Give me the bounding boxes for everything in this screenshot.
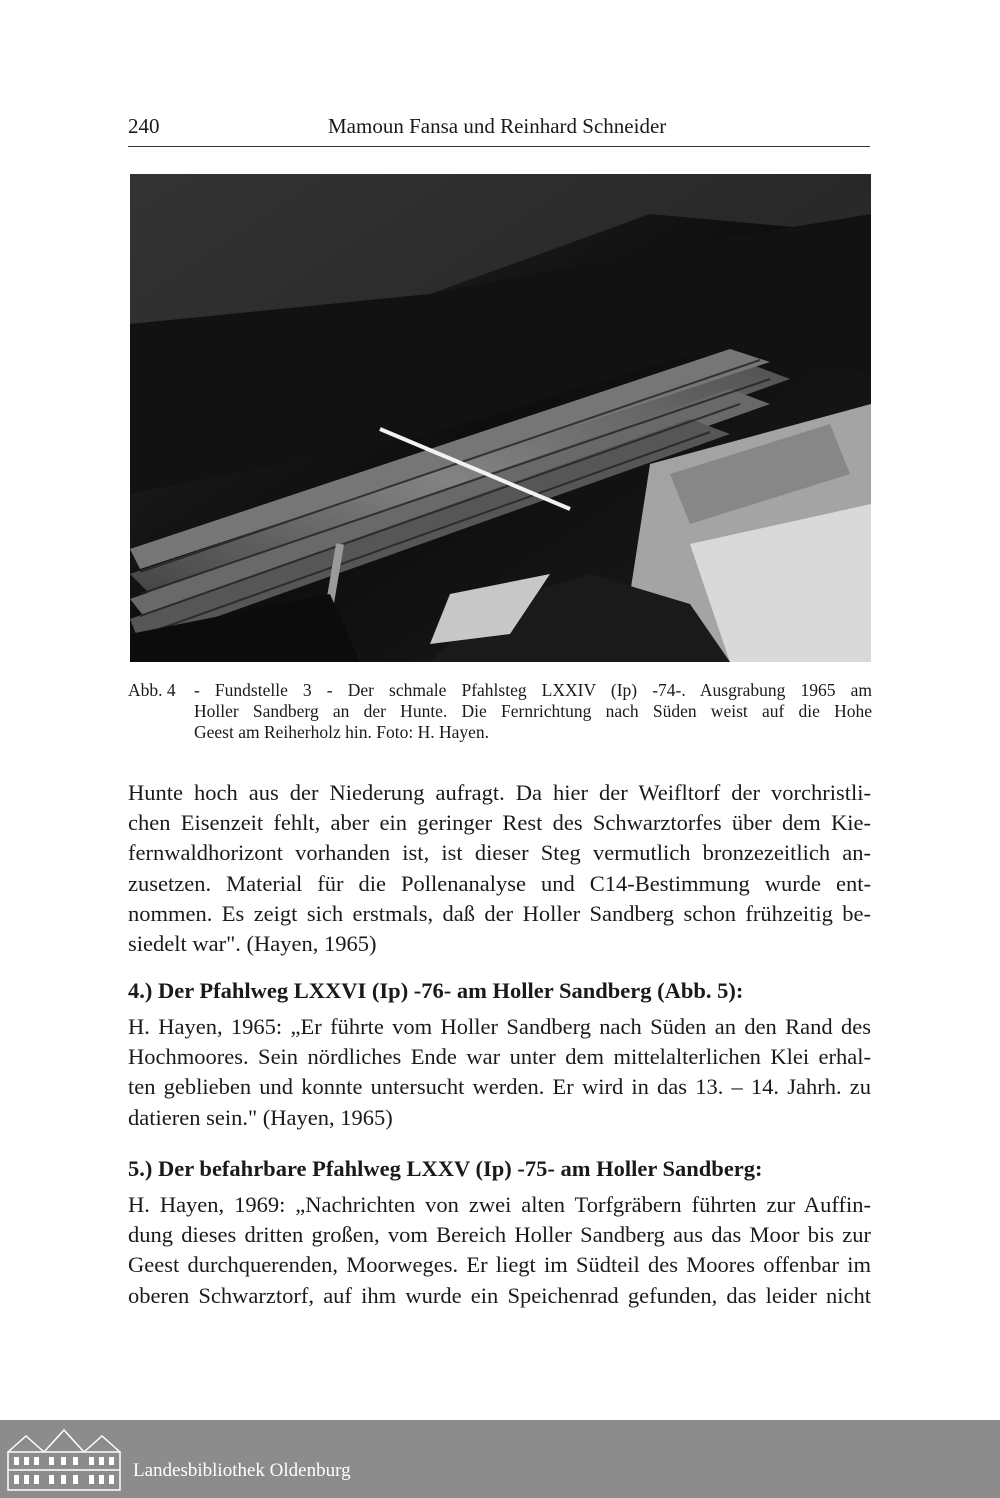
library-name: Landesbibliothek Oldenburg bbox=[133, 1460, 351, 1481]
figure-label: Abb. 4 bbox=[128, 680, 176, 700]
text-line: fernwaldhorizont vorhanden ist, ist dieser Steg vermutlich bronzezeitlich an- bbox=[128, 840, 871, 866]
text-line: nommen. Es zeigt sich erstmals, daß der Holler Sandberg schon frühzeitig be- bbox=[128, 900, 871, 926]
body-paragraph bbox=[128, 778, 871, 959]
caption-line: - Fundstelle 3 - Der schmale Pfahlsteg LXXIV (Ip) -74-. Ausgrabung 1965 am bbox=[194, 680, 872, 700]
body-paragraph bbox=[128, 1012, 871, 1133]
text-line: Geest durchquerenden, Moorweges. Er liegt im Südteil des Moores offenbar im bbox=[128, 1252, 871, 1278]
text-line: Hunte hoch aus der Niederung aufragt. Da hier der Weifltorf der vorchristli- bbox=[128, 780, 871, 805]
caption-line: Holler Sandberg an der Hunte. Die Fernrichtung nach Süden weist auf die Hohe bbox=[194, 701, 872, 721]
text-line: zusetzen. Material für die Pollenanalyse und C14-Bestimmung wurde ent- bbox=[128, 870, 871, 896]
section-heading: 5.) Der befahrbare Pfahlweg LXXV (Ip) -75- am Holler Sandberg: bbox=[128, 1156, 763, 1181]
text-line: chen Eisenzeit fehlt, aber ein geringer Rest des Schwarztorfes über dem Kie- bbox=[128, 810, 871, 836]
excavation-photo bbox=[130, 174, 871, 662]
excavation-photo-image bbox=[130, 174, 871, 662]
page-header bbox=[128, 112, 870, 147]
text-line: H. Hayen, 1965: „Er führte vom Holler Sandberg nach Süden an den Rand des bbox=[128, 1014, 871, 1039]
text-line: ten geblieben und konnte untersucht werden. Er wird in das 13. – 14. Jahrh. zu bbox=[128, 1074, 871, 1100]
text-line: dung dieses dritten großen, vom Bereich Holler Sandberg aus das Moor bis zur bbox=[128, 1222, 871, 1248]
running-title: Mamoun Fansa und Reinhard Schneider bbox=[328, 114, 667, 138]
library-footer bbox=[0, 1420, 1000, 1498]
text-line: datieren sein." (Hayen, 1965) bbox=[128, 1104, 393, 1130]
page-number: 240 bbox=[128, 114, 160, 138]
text-line: Hochmoores. Sein nördliches Ende war unter dem mittelalterlichen Klei erhal- bbox=[128, 1044, 871, 1070]
figure-caption-text bbox=[194, 680, 872, 743]
section-heading: 4.) Der Pfahlweg LXXVI (Ip) -76- am Holler Sandberg (Abb. 5): bbox=[128, 978, 744, 1003]
body-paragraph bbox=[128, 1190, 871, 1311]
text-line: H. Hayen, 1969: „Nachrichten von zwei alten Torfgräbern führten zur Auffin- bbox=[128, 1192, 871, 1217]
library-building-icon bbox=[4, 1424, 124, 1494]
text-line: oberen Schwarztorf, auf ihm wurde ein Speichenrad gefunden, das leider nicht bbox=[128, 1282, 871, 1308]
text-line: siedelt war". (Hayen, 1965) bbox=[128, 931, 377, 957]
caption-line: Geest am Reiherholz hin. Foto: H. Hayen. bbox=[194, 722, 490, 742]
